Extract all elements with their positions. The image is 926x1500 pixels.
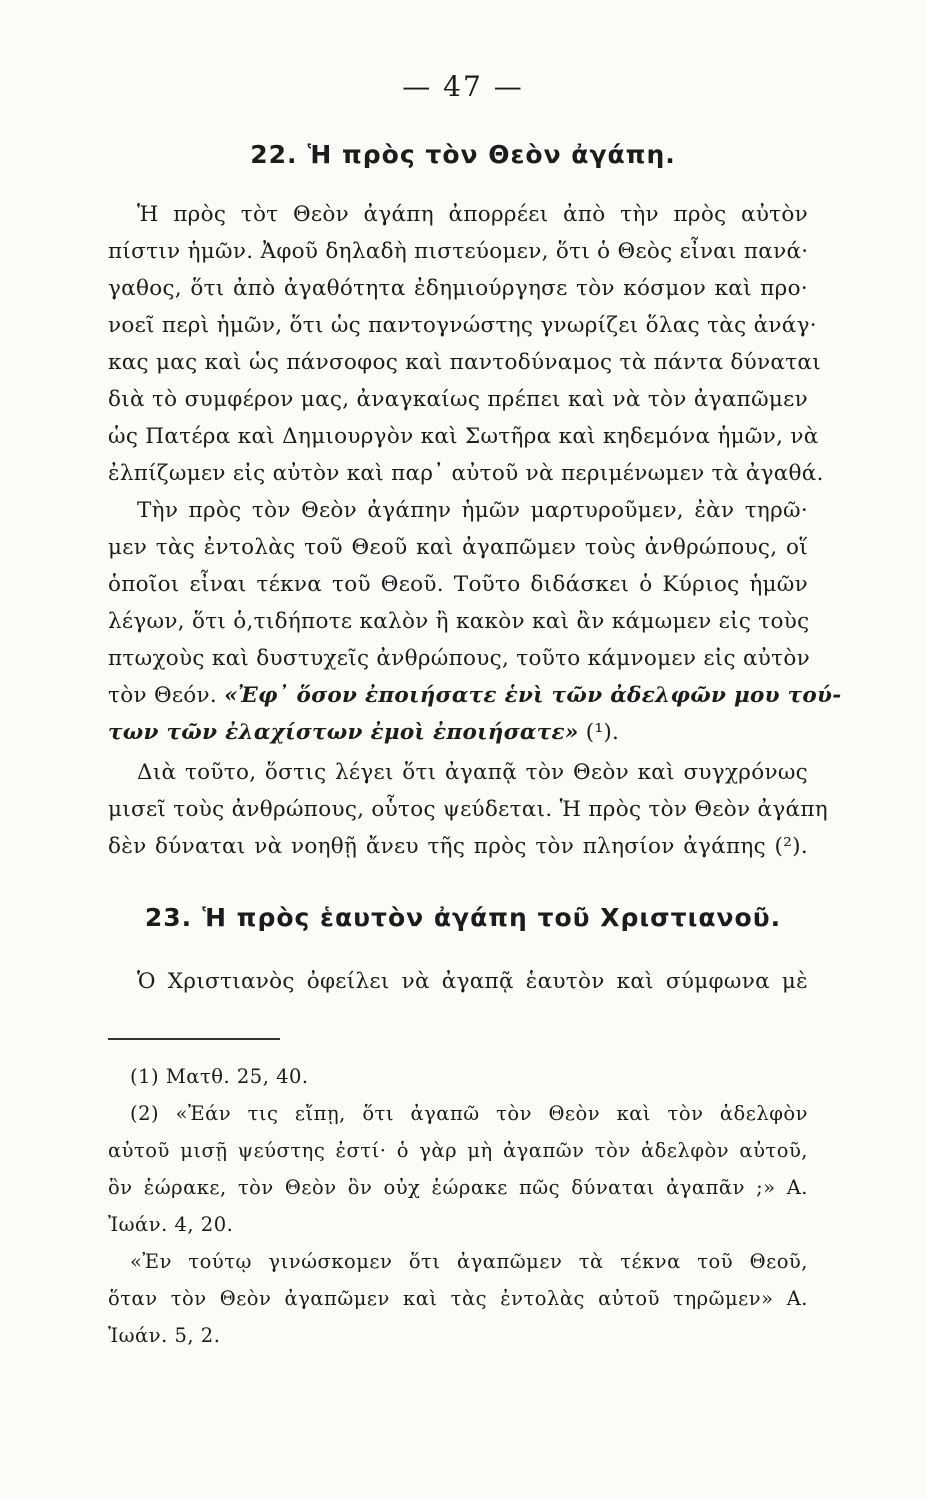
paragraph-line: νοεῖ περὶ ἡμῶν, ὅτι ὡς παντογνώστης γνωρίζει ὅλας τὰς ἀνάγ· [108,313,817,338]
footnote-line: Ἰωάν. 4, 20. [108,1213,234,1236]
paragraph-line: Ὁ Χριστιανὸς ὀφείλει νὰ ἀγαπᾷ ἑαυτὸν καὶ σύμφωνα μὲ [137,969,808,994]
paragraph-line [108,681,842,711]
paragraph-line: πίστιν ἡμῶν. Ἀφοῦ δηλαδὴ πιστεύομεν, ὅτι ὁ Θεὸς εἶναι πανά· [108,239,809,264]
paragraph-line: γαθος, ὅτι ἀπὸ ἀγαθότητα ἐδημιούργησε τὸν κόσμον καὶ προ· [108,276,808,301]
footnote-line: ὅταν τὸν Θεὸν ἀγαπῶμεν καὶ τὰς ἐντολὰς αὐτοῦ τηρῶμεν» Α. [108,1287,808,1310]
paragraph-line: ὁποῖοι εἶναι τέκνα τοῦ Θεοῦ. Τοῦτο διδάσκει ὁ Κύριος ἡμῶν [108,572,808,597]
page-number: — 47 — [402,70,524,103]
section-number: 22. [250,140,298,169]
section-title: Ἡ πρὸς ἑαυτὸν ἀγάπη τοῦ Χριστιανοῦ. [202,903,782,932]
footnote-ref: (¹). [585,720,620,745]
paragraph-line: Τὴν πρὸς τὸν Θεὸν ἀγάπην ἡμῶν μαρτυροῦμεν, ἐὰν τηρῶ· [137,498,808,523]
paragraph-line: πτωχοὺς καὶ δυστυχεῖς ἀνθρώπους, τοῦτο κάμνομεν εἰς αὐτὸν [108,646,810,671]
paragraph-line: μισεῖ τοὺς ἀνθρώπους, οὗτος ψεύδεται. Ἡ πρὸς τὸν Θεὸν ἀγάπη [108,797,828,822]
footnote-line: Ἰωάν. 5, 2. [108,1324,221,1347]
footnote-line: ὃν ἑώρακε, τὸν Θεὸν ὃν οὐχ ἑώρακε πῶς δύναται ἀγαπᾶν ;» Α. [108,1176,808,1199]
paragraph-line: Ἡ πρὸς τὸτ Θεὸν ἀγάπη ἀπορρέει ἀπὸ τὴν πρὸς αὐτὸν [137,202,808,227]
paragraph-line: ὡς Πατέρα καὶ Δημιουργὸν καὶ Σωτῆρα καὶ κηδεμόνα ἡμῶν, νὰ [108,424,819,449]
section-heading-23 [0,903,926,932]
paragraph-line: κας μας καὶ ὡς πάνσοφος καὶ παντοδύναμος τὰ πάντα δύναται [108,350,821,375]
footnote-line: (2) «Ἐάν τις εἴπῃ, ὅτι ἀγαπῶ τὸν Θεὸν καὶ τὸν ἀδελφὸν [130,1102,808,1125]
footnote-line: «Ἐν τούτῳ γινώσκομεν ὅτι ἀγαπῶμεν τὰ τέκνα τοῦ Θεοῦ, [130,1250,808,1273]
text-segment: τὸν Θεόν. [108,683,218,708]
section-heading-22 [0,140,926,169]
paragraph-line: ἐλπίζωμεν εἰς αὐτὸν καὶ παρ᾽ αὐτοῦ νὰ περιμένωμεν τὰ ἀγαθά. [108,461,824,486]
paragraph-line: λέγων, ὅτι ὁ,τιδήποτε καλὸν ἢ κακὸν καὶ ἂν κάμωμεν εἰς τοὺς [108,609,810,634]
paragraph-line: διὰ τὸ συμφέρον μας, ἀναγκαίως πρέπει καὶ νὰ τὸν ἀγαπῶμεν [108,387,808,412]
footnote-divider [108,1038,280,1040]
paragraph-line [108,718,808,748]
paragraph-line: δὲν δύναται νὰ νοηθῇ ἄνευ τῆς πρὸς τὸν πλησίον ἀγάπης (²). [108,834,808,859]
footnote-line: (1) Ματθ. 25, 40. [130,1065,309,1088]
section-title: Ἡ πρὸς τὸν Θεὸν ἀγάπη. [307,140,676,169]
paragraph-line: Διὰ τοῦτο, ὅστις λέγει ὅτι ἀγαπᾷ τὸν Θεὸν καὶ συγχρόνως [137,760,808,785]
scripture-quote: «Ἐφ᾽ ὅσον ἐποιήσατε ἑνὶ τῶν ἀδελφῶν μου τού- [224,683,842,708]
footnote-line: αὐτοῦ μισῇ ψεύστης ἐστί· ὁ γὰρ μὴ ἀγαπῶν τὸν ἀδελφὸν αὐτοῦ, [108,1139,808,1162]
scripture-quote: των τῶν ἐλαχίστων ἐμοὶ ἐποιήσατε» [108,720,579,745]
section-number: 23. [144,903,193,932]
paragraph-line: μεν τὰς ἐντολὰς τοῦ Θεοῦ καὶ ἀγαπῶμεν τοὺς ἀνθρώπους, οἵ [108,535,808,560]
